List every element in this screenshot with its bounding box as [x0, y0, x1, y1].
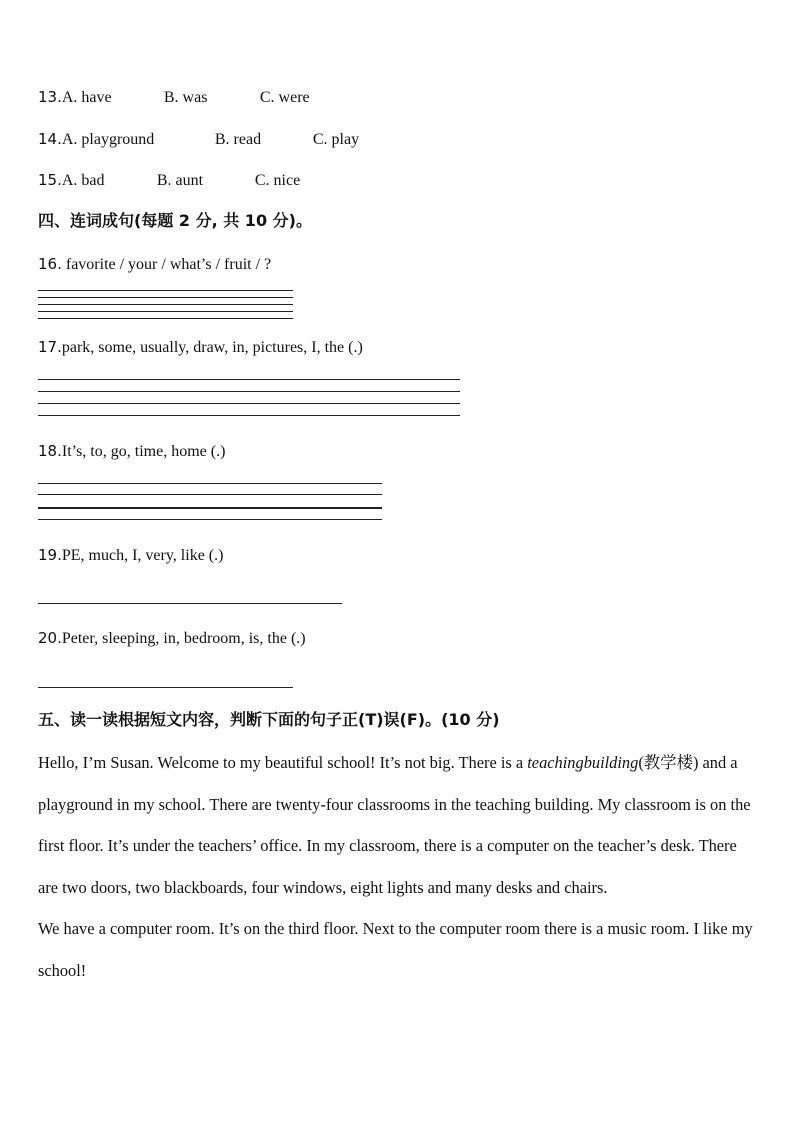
passage-text: Hello, I’m Susan. Welcome to my beautiful school! It’s not big. There is a	[38, 753, 528, 772]
question-number: 13.	[38, 88, 62, 106]
question-text: park, some, usually, draw, in, pictures, I, the (.)	[61, 339, 363, 356]
passage-italic-term: teachingbuilding	[527, 753, 639, 772]
answer-line[interactable]	[38, 391, 460, 392]
answer-line[interactable]	[38, 687, 293, 688]
passage-paragraph-1	[38, 742, 758, 908]
question-number: 17.	[38, 338, 62, 356]
option-a: A. bad	[61, 172, 105, 189]
answer-line[interactable]	[38, 415, 460, 416]
option-a: A. have	[61, 89, 112, 106]
option-b: B. was	[163, 89, 208, 106]
passage-paragraph-2: We have a computer room. It’s on the third floor. Next to the computer room there is a music room. I like my school!	[38, 919, 753, 980]
question-17	[38, 337, 363, 358]
question-16	[38, 254, 271, 275]
question-18	[38, 441, 225, 462]
question-number: 15.	[38, 171, 62, 189]
answer-line[interactable]	[38, 519, 382, 520]
question-number: 18.	[38, 442, 62, 460]
answer-line[interactable]	[38, 304, 293, 305]
option-a: A. playground	[61, 131, 155, 148]
answer-line[interactable]	[38, 318, 293, 319]
question-text: Peter, sleeping, in, bedroom, is, the (.)	[61, 630, 306, 647]
option-c: C. nice	[254, 172, 301, 189]
question-number: 19.	[38, 546, 62, 564]
section-4-heading: 四、连词成句(每题 2 分, 共 10 分)。	[38, 211, 312, 230]
option-b: B. read	[214, 131, 262, 148]
option-b: B. aunt	[156, 172, 204, 189]
option-c: C. were	[259, 89, 310, 106]
answer-line[interactable]	[38, 603, 342, 604]
question-text: favorite / your / what’s / fruit / ?	[61, 256, 272, 273]
answer-line[interactable]	[38, 507, 382, 509]
question-19	[38, 545, 223, 566]
reading-passage	[38, 742, 758, 991]
question-number: 14.	[38, 130, 62, 148]
passage-text: (教学楼) and a playground in my school. There are twenty-four classrooms in the teaching building. My classroom is on the first floor. It’s under the teachers’ office. In my classroom, there is a computer on the teacher’s desk. There are two doors, two blackboards, four windows, eight lights and many desks and chairs.	[38, 753, 751, 897]
question-text: It’s, to, go, time, home (.)	[61, 443, 226, 460]
question-20	[38, 628, 306, 649]
answer-line[interactable]	[38, 297, 293, 298]
question-number: 16.	[38, 255, 62, 273]
answer-line[interactable]	[38, 379, 460, 380]
answer-line[interactable]	[38, 483, 382, 484]
answer-line[interactable]	[38, 311, 293, 312]
answer-line[interactable]	[38, 403, 460, 404]
option-c: C. play	[312, 131, 360, 148]
section-5-heading: 五、读一读根据短文内容，判断下面的句子正(T)误(F)。(10 分)	[38, 710, 500, 729]
question-14	[38, 129, 359, 150]
question-text: PE, much, I, very, like (.)	[61, 547, 224, 564]
question-13	[38, 87, 310, 108]
question-15	[38, 170, 300, 191]
question-number: 20.	[38, 629, 62, 647]
answer-line[interactable]	[38, 290, 293, 291]
answer-line[interactable]	[38, 494, 382, 495]
